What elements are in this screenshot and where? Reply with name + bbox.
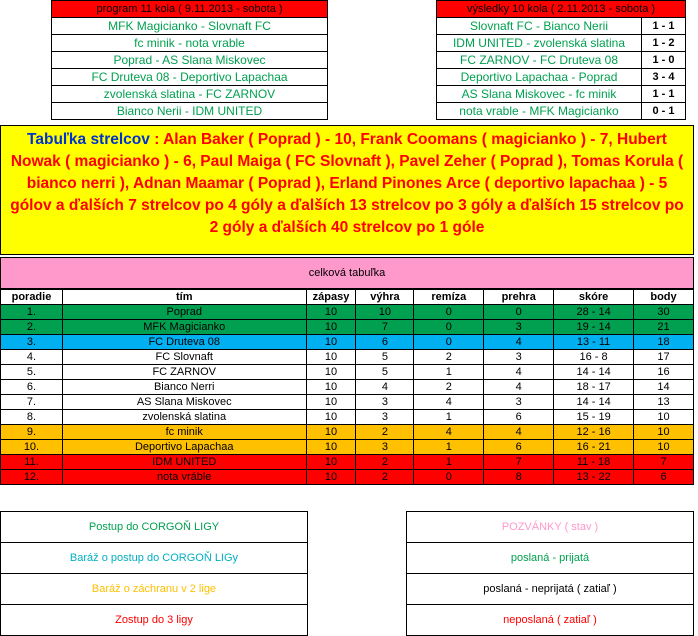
standings-table bbox=[0, 289, 694, 485]
cell-pos: 5. bbox=[1, 365, 63, 380]
cell-pos: 6. bbox=[1, 380, 63, 395]
cell-lost: 8 bbox=[484, 470, 554, 485]
program-header: program 11 kola ( 9.11.2013 - sobota ) bbox=[52, 1, 328, 18]
cell-points: 10 bbox=[634, 440, 694, 455]
cell-lost: 4 bbox=[484, 380, 554, 395]
cell-points: 6 bbox=[634, 470, 694, 485]
legend-item: POZVÁNKY ( stav ) bbox=[407, 512, 694, 543]
legend-row bbox=[407, 574, 694, 605]
cell-pos: 9. bbox=[1, 425, 63, 440]
standings-header-row bbox=[1, 290, 694, 305]
cell-points: 10 bbox=[634, 410, 694, 425]
column-header: tím bbox=[62, 290, 306, 305]
program-match: FC Druteva 08 - Deportivo Lapachaa bbox=[52, 69, 328, 86]
cell-won: 5 bbox=[356, 365, 414, 380]
cell-played: 10 bbox=[306, 425, 356, 440]
scorers-text: : Alan Baker ( Poprad ) - 10, Frank Coomans ( magicianko ) - 7, Hubert Nowak ( magicianko ) - 6, Paul Maiga ( FC Slovnaft ), Pavel Zeher ( Poprad ), Tomas Korula ( bianco nerri ), Adnan Maamar ( Poprad ), Erland Pinones Arce ( deportivo lapachaa ) - 5 gólov a ďalších 7 strelcov po 4 góly a ďalších 13 strelcov po 3 góly a ďalších 15 strelcov po 2 góly a ďalších 40 strelcov po 1 góle bbox=[10, 131, 684, 236]
program-table bbox=[51, 0, 328, 120]
legend-item: Postup do CORGOŇ LIGY bbox=[1, 512, 308, 543]
cell-lost: 6 bbox=[484, 440, 554, 455]
table-row bbox=[1, 365, 694, 380]
table-row bbox=[1, 380, 694, 395]
cell-team: IDM UNITED bbox=[62, 455, 306, 470]
result-teams: Deportivo Lapachaa - Poprad bbox=[437, 69, 642, 86]
legend-item: poslaná - prijatá bbox=[407, 543, 694, 574]
legend-item: poslaná - neprijatá ( zatiaľ ) bbox=[407, 574, 694, 605]
legend-row bbox=[1, 512, 308, 543]
table-row bbox=[1, 455, 694, 470]
cell-points: 18 bbox=[634, 335, 694, 350]
cell-score: 14 - 14 bbox=[554, 395, 634, 410]
cell-pos: 1. bbox=[1, 305, 63, 320]
legend-row bbox=[407, 543, 694, 574]
result-score: 1 - 0 bbox=[642, 52, 686, 69]
cell-team: AS Slana Miskovec bbox=[62, 395, 306, 410]
cell-score: 18 - 17 bbox=[554, 380, 634, 395]
standings-title: celková tabuľka bbox=[0, 257, 694, 289]
legend-row bbox=[407, 512, 694, 543]
cell-lost: 4 bbox=[484, 335, 554, 350]
cell-won: 3 bbox=[356, 440, 414, 455]
cell-played: 10 bbox=[306, 335, 356, 350]
result-score: 1 - 1 bbox=[642, 18, 686, 35]
cell-played: 10 bbox=[306, 350, 356, 365]
results-table bbox=[436, 0, 686, 120]
program-match: Bianco Nerii - IDM UNITED bbox=[52, 103, 328, 120]
legend-item: neposlaná ( zatiaľ ) bbox=[407, 605, 694, 636]
cell-pos: 8. bbox=[1, 410, 63, 425]
scorers-box bbox=[0, 125, 694, 255]
cell-score: 15 - 19 bbox=[554, 410, 634, 425]
result-teams: AS Slana Miskovec - fc minik bbox=[437, 86, 642, 103]
cell-played: 10 bbox=[306, 470, 356, 485]
cell-drawn: 4 bbox=[414, 395, 484, 410]
column-header: prehra bbox=[484, 290, 554, 305]
cell-lost: 7 bbox=[484, 455, 554, 470]
cell-won: 4 bbox=[356, 380, 414, 395]
scorers-label: Tabuľka strelcov bbox=[27, 131, 150, 148]
cell-drawn: 1 bbox=[414, 455, 484, 470]
cell-played: 10 bbox=[306, 365, 356, 380]
cell-team: FC Slovnaft bbox=[62, 350, 306, 365]
cell-played: 10 bbox=[306, 320, 356, 335]
cell-played: 10 bbox=[306, 380, 356, 395]
cell-lost: 4 bbox=[484, 425, 554, 440]
table-row bbox=[1, 440, 694, 455]
legend-right bbox=[406, 511, 694, 636]
cell-team: Bianco Nerri bbox=[62, 380, 306, 395]
cell-drawn: 2 bbox=[414, 350, 484, 365]
cell-drawn: 0 bbox=[414, 335, 484, 350]
cell-lost: 4 bbox=[484, 365, 554, 380]
cell-won: 6 bbox=[356, 335, 414, 350]
cell-drawn: 0 bbox=[414, 320, 484, 335]
cell-drawn: 1 bbox=[414, 365, 484, 380]
cell-lost: 3 bbox=[484, 320, 554, 335]
cell-team: zvolenská slatina bbox=[62, 410, 306, 425]
result-score: 0 - 1 bbox=[642, 103, 686, 120]
column-header: skóre bbox=[554, 290, 634, 305]
cell-drawn: 0 bbox=[414, 305, 484, 320]
cell-lost: 6 bbox=[484, 410, 554, 425]
result-teams: IDM UNITED - zvolenská slatina bbox=[437, 35, 642, 52]
cell-won: 7 bbox=[356, 320, 414, 335]
cell-team: Deportivo Lapachaa bbox=[62, 440, 306, 455]
table-row bbox=[1, 305, 694, 320]
legend-item: Zostup do 3 ligy bbox=[1, 605, 308, 636]
cell-pos: 10. bbox=[1, 440, 63, 455]
cell-pos: 2. bbox=[1, 320, 63, 335]
table-row bbox=[1, 470, 694, 485]
cell-score: 28 - 14 bbox=[554, 305, 634, 320]
cell-drawn: 0 bbox=[414, 470, 484, 485]
cell-pos: 7. bbox=[1, 395, 63, 410]
cell-won: 2 bbox=[356, 470, 414, 485]
cell-drawn: 4 bbox=[414, 425, 484, 440]
cell-points: 21 bbox=[634, 320, 694, 335]
cell-pos: 12. bbox=[1, 470, 63, 485]
cell-pos: 3. bbox=[1, 335, 63, 350]
legend-item: Baráž o záchranu v 2 lige bbox=[1, 574, 308, 605]
column-header: remíza bbox=[414, 290, 484, 305]
cell-won: 2 bbox=[356, 455, 414, 470]
legend-item: Baráž o postup do CORGOŇ LIGy bbox=[1, 543, 308, 574]
cell-pos: 11. bbox=[1, 455, 63, 470]
result-score: 1 - 2 bbox=[642, 35, 686, 52]
cell-points: 17 bbox=[634, 350, 694, 365]
program-match: fc minik - nota vrable bbox=[52, 35, 328, 52]
cell-won: 10 bbox=[356, 305, 414, 320]
cell-points: 30 bbox=[634, 305, 694, 320]
cell-team: Poprad bbox=[62, 305, 306, 320]
cell-points: 13 bbox=[634, 395, 694, 410]
table-row bbox=[1, 395, 694, 410]
cell-won: 2 bbox=[356, 425, 414, 440]
legend-row bbox=[1, 605, 308, 636]
result-score: 3 - 4 bbox=[642, 69, 686, 86]
cell-played: 10 bbox=[306, 440, 356, 455]
legend-row bbox=[407, 605, 694, 636]
cell-points: 14 bbox=[634, 380, 694, 395]
result-teams: Slovnaft FC - Bianco Nerii bbox=[437, 18, 642, 35]
cell-score: 19 - 14 bbox=[554, 320, 634, 335]
column-header: zápasy bbox=[306, 290, 356, 305]
column-header: poradie bbox=[1, 290, 63, 305]
results-header: výsledky 10 kola ( 2.11.2013 - sobota ) bbox=[437, 1, 686, 18]
table-row bbox=[1, 335, 694, 350]
table-row bbox=[1, 350, 694, 365]
cell-score: 14 - 14 bbox=[554, 365, 634, 380]
cell-team: FC ZARNOV bbox=[62, 365, 306, 380]
legend-row bbox=[1, 543, 308, 574]
cell-score: 13 - 22 bbox=[554, 470, 634, 485]
cell-score: 11 - 18 bbox=[554, 455, 634, 470]
cell-lost: 3 bbox=[484, 350, 554, 365]
column-header: výhra bbox=[356, 290, 414, 305]
cell-lost: 0 bbox=[484, 305, 554, 320]
cell-won: 3 bbox=[356, 395, 414, 410]
cell-team: FC Druteva 08 bbox=[62, 335, 306, 350]
table-row bbox=[1, 425, 694, 440]
cell-lost: 3 bbox=[484, 395, 554, 410]
cell-points: 16 bbox=[634, 365, 694, 380]
cell-drawn: 2 bbox=[414, 380, 484, 395]
column-header: body bbox=[634, 290, 694, 305]
cell-points: 10 bbox=[634, 425, 694, 440]
cell-won: 3 bbox=[356, 410, 414, 425]
cell-played: 10 bbox=[306, 395, 356, 410]
cell-played: 10 bbox=[306, 305, 356, 320]
cell-team: fc minik bbox=[62, 425, 306, 440]
cell-drawn: 1 bbox=[414, 440, 484, 455]
cell-score: 13 - 11 bbox=[554, 335, 634, 350]
legend-left bbox=[0, 511, 308, 636]
table-row bbox=[1, 320, 694, 335]
cell-pos: 4. bbox=[1, 350, 63, 365]
table-row bbox=[1, 410, 694, 425]
cell-points: 7 bbox=[634, 455, 694, 470]
program-match: MFK Magicianko - Slovnaft FC bbox=[52, 18, 328, 35]
cell-played: 10 bbox=[306, 410, 356, 425]
legend-row bbox=[1, 574, 308, 605]
cell-score: 12 - 16 bbox=[554, 425, 634, 440]
cell-won: 5 bbox=[356, 350, 414, 365]
cell-team: MFK Magicianko bbox=[62, 320, 306, 335]
cell-score: 16 - 21 bbox=[554, 440, 634, 455]
result-teams: FC ZARNOV - FC Druteva 08 bbox=[437, 52, 642, 69]
result-teams: nota vrable - MFK Magicianko bbox=[437, 103, 642, 120]
cell-team: nota vráble bbox=[62, 470, 306, 485]
result-score: 1 - 1 bbox=[642, 86, 686, 103]
program-match: Poprad - AS Slana Miskovec bbox=[52, 52, 328, 69]
cell-played: 10 bbox=[306, 455, 356, 470]
program-match: zvolenská slatina - FC ZARNOV bbox=[52, 86, 328, 103]
cell-drawn: 1 bbox=[414, 410, 484, 425]
cell-score: 16 - 8 bbox=[554, 350, 634, 365]
